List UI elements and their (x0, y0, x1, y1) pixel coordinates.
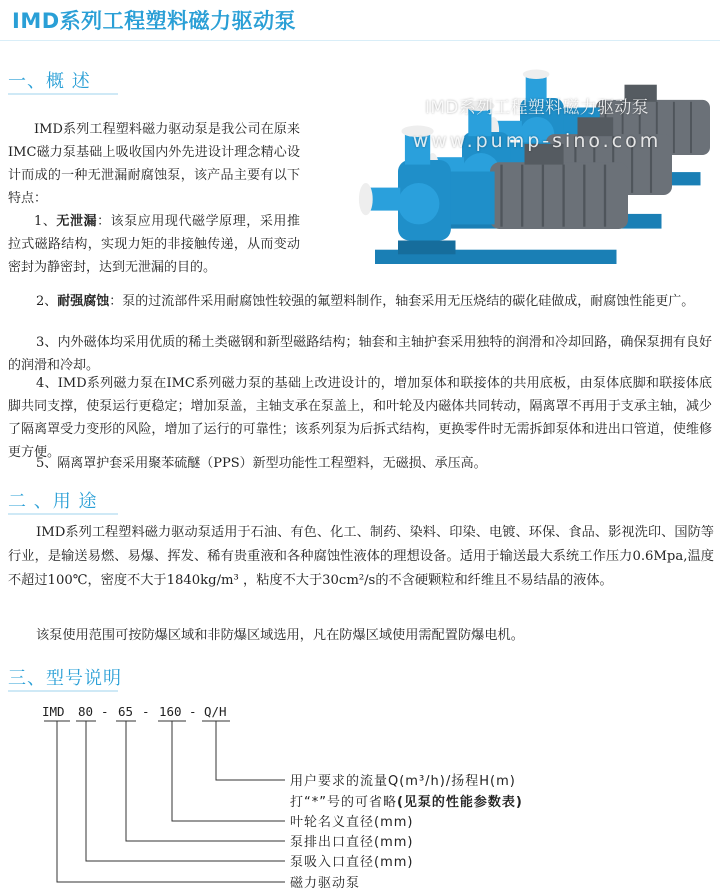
feature-5: 5、隔离罩护套采用聚苯硫醚（PPS）新型功能性工程塑料，无磁损、承压高。 (36, 456, 487, 471)
motor-body-1 (490, 162, 628, 229)
code-outlet: 65 (118, 704, 134, 719)
legend-impeller: 叶轮名义直径(mm) (290, 815, 414, 830)
discharge-flange-3 (523, 70, 550, 80)
code-inlet: 80 (78, 704, 94, 719)
code-impeller: 160 (159, 704, 182, 719)
title-divider (0, 40, 720, 41)
feature-2-title: 耐强腐蚀 (57, 294, 110, 309)
feature-2-num: 2、 (36, 294, 58, 309)
code-dash: - (142, 704, 150, 719)
leader-prefix (57, 721, 285, 882)
code-dash: - (189, 704, 197, 719)
photo-watermark-url: www.pump-sino.com (412, 130, 662, 152)
feature-1-title: 无泄漏 (56, 214, 98, 229)
leader-impeller (172, 721, 285, 821)
pump-volute-1 (398, 183, 439, 224)
suction-flange-1 (359, 183, 373, 215)
feature-1 (8, 210, 300, 279)
legend-inlet: 泵吸入口直径(mm) (290, 855, 414, 870)
section-heading-overview: 一、概 述 (8, 71, 91, 92)
feature-1-num: 1、 (34, 214, 57, 229)
legend-optional-text: 打“*”号的可省略 (290, 795, 397, 810)
code-suffix: Q/H (204, 704, 227, 719)
leader-inlet (86, 721, 285, 861)
legend-optional-note (290, 791, 523, 810)
leader-outlet (126, 721, 285, 841)
legend-performance-table-note: (见泵的性能参数表) (396, 795, 523, 810)
feature-2 (8, 290, 712, 313)
feature-4: 4、IMD系列磁力泵在IMC系列磁力泵的基础上改进设计的，增加泵体和联接体的共用底板，由泵体底脚和联接体底脚共同支撑，使泵运行更稳定；增加泵盖，主轴支承在泵盖上，和叶轮及内磁体共同转动，隔离罩不再用于支承主轴，减少了隔离罩受力变形的风险，增加了运行的可靠性；该系列泵为后拆式结构，更换零件时无需拆卸泵体和进出口管道，使维修更方便。 (8, 376, 712, 460)
usage-paragraph-1: IMD系列工程塑料磁力驱动泵适用于石油、有色、化工、制药、染料、印染、电镀、环保、食品、影视洗印、国防等行业，是输送易燃、易爆、挥发、稀有贵重液和各种腐蚀性液体的理想设备。适用于输送最大系统工作压力0.6Mpa,温度不超过100℃，密度不大于1840kg/m³ ，粘度不大于30cm²/s的不含硬颗粒和纤维且不易结晶的液体。 (8, 525, 714, 588)
code-prefix: IMD (42, 704, 65, 719)
section-heading-usage: 二 、用 途 (8, 491, 98, 512)
pump-illustration (352, 52, 712, 264)
code-dash: - (101, 704, 109, 719)
legend-prefix: 磁力驱动泵 (290, 876, 361, 891)
feature-2-text: ：泵的过流部件采用耐腐蚀性较强的氟塑料制作，轴套采用无压烧结的碳化硅做成，耐腐蚀性能更广。 (109, 294, 695, 309)
section-underline (8, 93, 118, 95)
section-heading-model: 三、型号说明 (8, 668, 122, 689)
section-underline (8, 513, 118, 515)
legend-flow-head: 用户要求的流量Q(m³/h)/扬程H(m) (290, 774, 516, 789)
legend-outlet: 泵排出口直径(mm) (290, 835, 414, 850)
feature-3: 3、内外磁体均采用优质的稀土类磁钢和新型磁路结构；轴套和主轴护套采用独特的润滑和冷却回路，确保泵拥有良好的润滑和冷却。 (8, 335, 712, 373)
product-photo (352, 52, 712, 264)
pump-foot-1 (398, 241, 456, 255)
page-title: IMD系列工程塑料磁力驱动泵 (12, 9, 297, 33)
photo-watermark-name: IMD系列工程塑料磁力驱动泵 (425, 98, 649, 118)
feature-1-text: ：该泵应用现代磁学原理，采用推拉式磁路结构，实现力矩的非接触传递，从而变动密封为静密封，达到无泄漏的目的。 (8, 214, 300, 275)
usage-paragraph-2: 该泵使用范围可按防爆区域和非防爆区域选用，凡在防爆区域使用需配置防爆电机。 (36, 628, 524, 643)
bracket-1 (444, 172, 495, 225)
leader-suffix (216, 721, 285, 780)
overview-intro: IMD系列工程塑料磁力驱动泵是我公司在原来IMC磁力泵基础上吸收国内外先进设计理念精心设计而成的一种无泄漏耐腐蚀泵，该产品主要有以下特点： (8, 122, 300, 206)
model-code-diagram (0, 690, 720, 896)
